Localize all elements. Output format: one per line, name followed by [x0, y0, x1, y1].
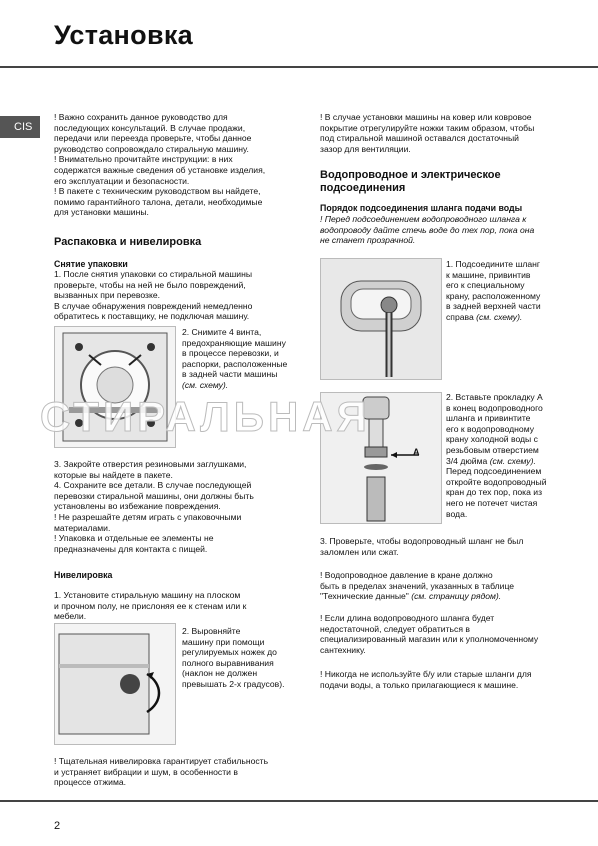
unpack-heading: Распаковка и нивелировка — [54, 236, 202, 248]
old-hose-note: ! Никогда не используйте б/у или старые шланги для подачи воды, а только прилагающиеся к машине. — [320, 669, 532, 690]
page-title: Установка — [54, 20, 193, 50]
footer-rule — [0, 800, 598, 802]
unpack-subheading: Снятие упаковки — [54, 259, 128, 269]
header-rule — [0, 66, 598, 68]
pressure-note: ! Водопроводное давление в кране должно быть в пределах значений, указанных в таблице "Технические данные" (см. страницу рядом). — [320, 570, 515, 602]
hose-connection-figure — [320, 258, 442, 380]
washer-foot-figure — [54, 623, 176, 745]
watermark: СТИРАЛЬНАЯ — [40, 393, 371, 440]
intro-text: ! Важно сохранить данное руководство для последующих консультаций. В случае продажи, передачи или переезда проверьте, чтобы данное руководство сопровождало стиральную машину. ! Внимательно прочитайте инструкции: в них содержатся важные сведения об установке изделия, его эксплуатации и безопасности. ! В пакете с техническим руководством вы найдете, помимо гарантийного талона, детали, необходимые для установки машины. — [54, 112, 266, 218]
hose-connection-drawing — [321, 259, 441, 379]
unpack-step3: 3. Закройте отверстия резиновыми заглушками, которые вы найдете в пакете. 4. Сохраните все детали. В случае последующей перевозки стиральной машины, они должны быть установлены во избежание повреждения. ! Не разрешайте детям играть с упаковочными материалами. ! Упаковка и отдельные ее элементы не предназначены для контакта с пищей. — [54, 459, 254, 554]
gasket-label-a: A — [413, 447, 420, 457]
level-step2: 2. Выровняйте машину при помощи регулируемых ножек до полного выравнивания (наклон не должен превышать 2-х градусов). — [182, 626, 285, 689]
hose-step1: 1. Подсоедините шланг к машине, привинтив его к специальному крану, расположенному в задней верхней части справа (см. схему). — [446, 259, 541, 322]
length-note: ! Если длина водопроводного шланга будет недостаточной, следует обратиться в специализированный магазин или к уполномоченному сантехнику. — [320, 613, 539, 655]
unpack-step1: 1. После снятия упаковки со стиральной машины проверьте, чтобы на ней не было повреждений, вызванных при перевозке. В случае обнаружения повреждений немедленно обратитесь к поставщику, не подключая машину. — [54, 269, 253, 322]
carpet-note: ! В случае установки машины на ковер или ковровое покрытие отрегулируйте ножки таким образом, чтобы под стиральной машиной оставался достаточный зазор для вентиляции. — [320, 112, 535, 154]
hose-step2: 2. Вставьте прокладку А в конец водопроводного шланга и привинтите его к водопроводному крану холодной воды с резьбовым отверстием 3/4 дюйма (см. схему). Перед подсоединением откройте водопроводный кран до тех пор, пока из него не потечет чистая вода. — [446, 392, 547, 519]
level-subheading: Нивелировка — [54, 570, 113, 580]
page-number: 2 — [54, 820, 61, 832]
hose-step3: 3. Проверьте, чтобы водопроводный шланг не был заломлен или сжат. — [320, 536, 524, 557]
level-step1: 1. Установите стиральную машину на плоском и прочном полу, не прислоняя ее к стенам или к мебели. — [54, 590, 247, 622]
language-tab: CIS — [0, 116, 40, 138]
hose-warning: ! Перед подсоединением водопроводного шланга к водопроводу дайте стечь воде до тех пор, пока она не станет прозрачной. — [320, 214, 535, 246]
washer-foot-drawing — [55, 624, 175, 744]
connection-heading: Водопроводное и электрическое подсоединения — [320, 169, 501, 194]
level-note: ! Тщательная нивелировка гарантирует стабильность и устраняет вибрации и шум, в особенности в процессе отжима. — [54, 756, 269, 788]
unpack-step2: 2. Снимите 4 винта, предохраняющие машину в процессе перевозки, и распорки, расположенные в задней части машины (см. схему). — [182, 327, 288, 390]
hose-subheading: Порядок подсоединения шланга подачи воды — [320, 203, 523, 213]
